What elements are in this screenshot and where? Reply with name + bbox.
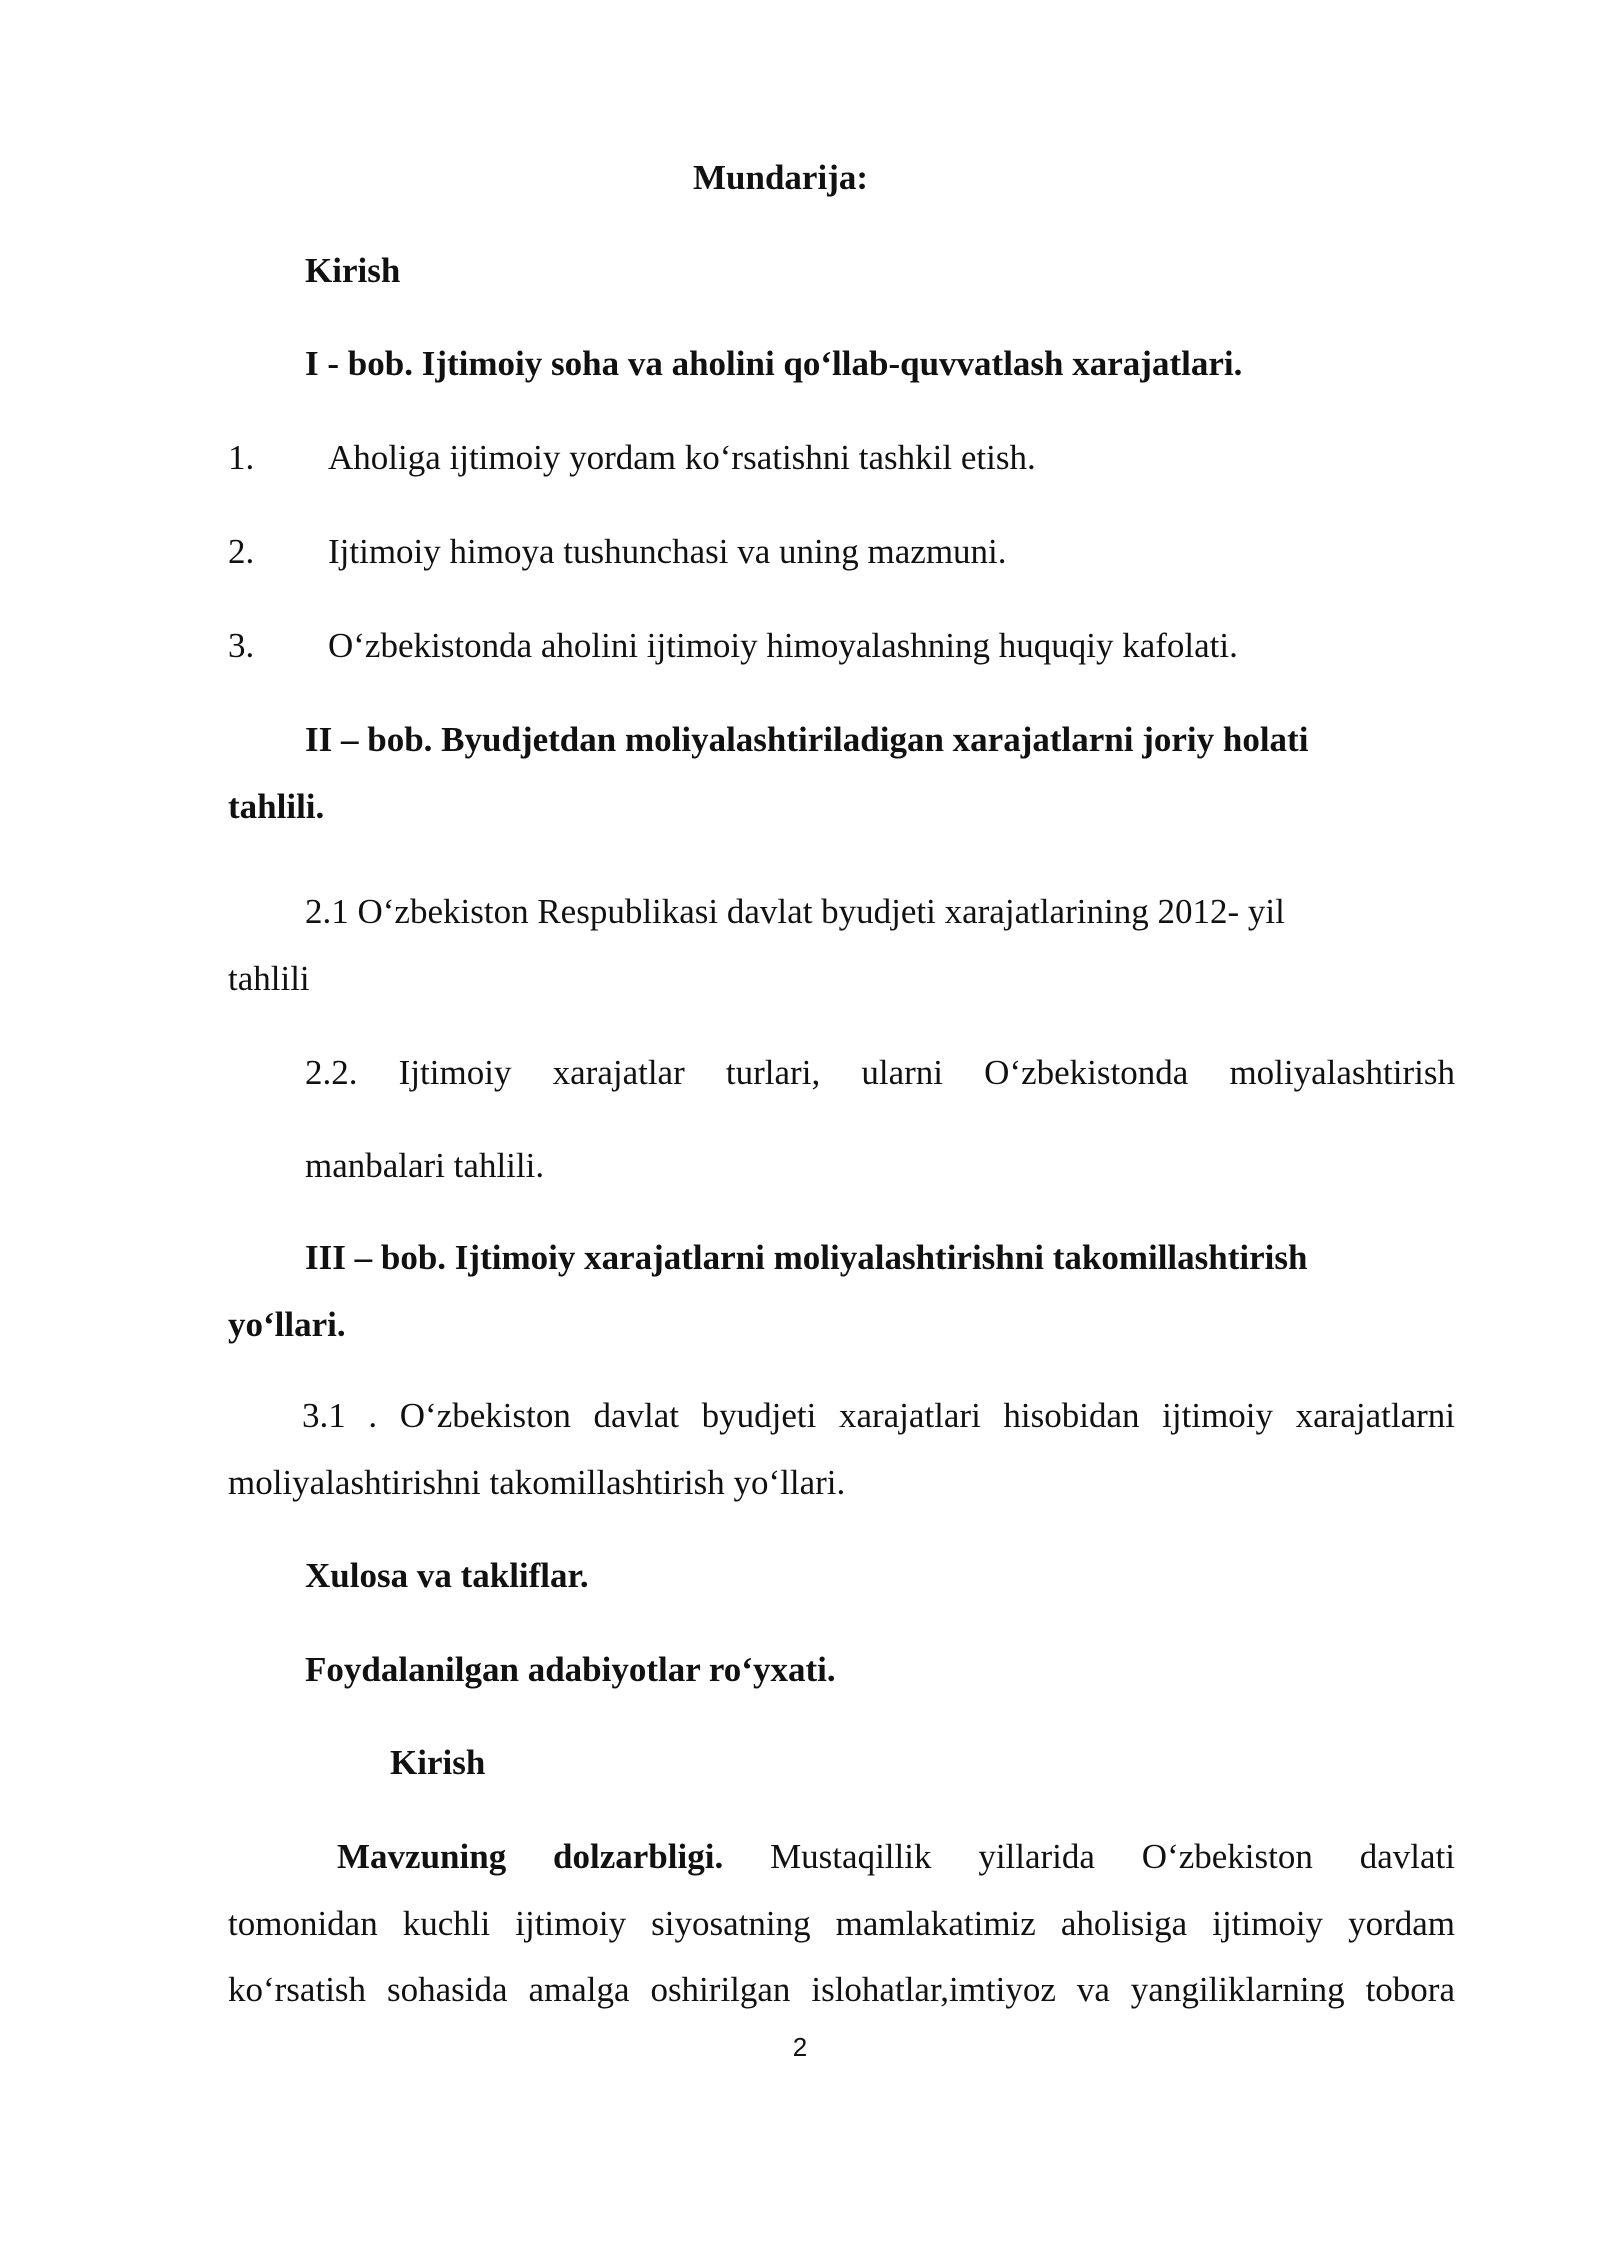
intro-lead: Mavzuning dolzarbligi. [337,1837,724,1876]
intro-heading: Kirish [390,1743,486,1782]
toc-chapter1-title: I - bob. Ijtimoiy soha va aholini qo‘llab-quvvatlash xarajatlari. [305,344,1243,383]
toc-chapter2-title-line1: II – bob. Byudjetdan moliyalashtiriladigan xarajatlarni joriy holati [305,720,1309,759]
intro-paragraph-line2: tomonidan kuchli ijtimoiy siyosatning mamlakatimiz aholisiga ijtimoiy yordam [228,1904,1455,1943]
toc-chapter2-item2-line1: 2.2. Ijtimoiy xarajatlar turlari, ularni O‘zbekistonda moliyalashtirish [305,1053,1455,1092]
toc-chapter3-item1-line2: moliyalashtirishni takomillashtirish yo‘llari. [228,1463,846,1502]
intro-line1-rest: Mustaqillik yillarida O‘zbekiston davlati [723,1837,1455,1876]
toc-chapter3-title-line1: III – bob. Ijtimoiy xarajatlarni moliyalashtirishni takomillashtirish [305,1238,1308,1277]
toc-conclusion: Xulosa va takliflar. [305,1556,589,1595]
toc-chapter3-item1-line1: 3.1 . O‘zbekiston davlat byudjeti xarajatlari hisobidan ijtimoiy xarajatlarni [302,1396,1455,1435]
toc-item-text: O‘zbekistonda aholini ijtimoiy himoyalashning huquqiy kafolati. [328,626,1238,665]
intro-paragraph-line1 [337,1839,1455,1874]
toc-intro: Kirish [305,251,401,290]
toc-item-number: 3. [228,626,255,665]
toc-chapter2-title-line2: tahlili. [228,787,325,826]
toc-chapter2-item1-line2: tahlili [228,959,310,998]
page-number: 2 [792,2032,808,2062]
intro-paragraph-line3: ko‘rsatish sohasida amalga oshirilgan islohatlar,imtiyoz va yangiliklarning tobora [228,1970,1455,2009]
toc-item-number: 1. [228,438,255,477]
toc-heading: Mundarija: [693,158,868,197]
toc-references: Foydalanilgan adabiyotlar ro‘yxati. [305,1650,836,1689]
toc-chapter2-item2-line2: manbalari tahlili. [305,1146,545,1185]
toc-chapter2-item1-line1: 2.1 O‘zbekiston Respublikasi davlat byudjeti xarajatlarining 2012- yil [305,892,1285,931]
toc-item-number: 2. [228,532,255,571]
toc-item-text: Aholiga ijtimoiy yordam ko‘rsatishni tashkil etish. [328,438,1036,477]
toc-chapter3-title-line2: yo‘llari. [228,1305,346,1344]
toc-item-text: Ijtimoiy himoya tushunchasi va uning mazmuni. [328,532,1007,571]
